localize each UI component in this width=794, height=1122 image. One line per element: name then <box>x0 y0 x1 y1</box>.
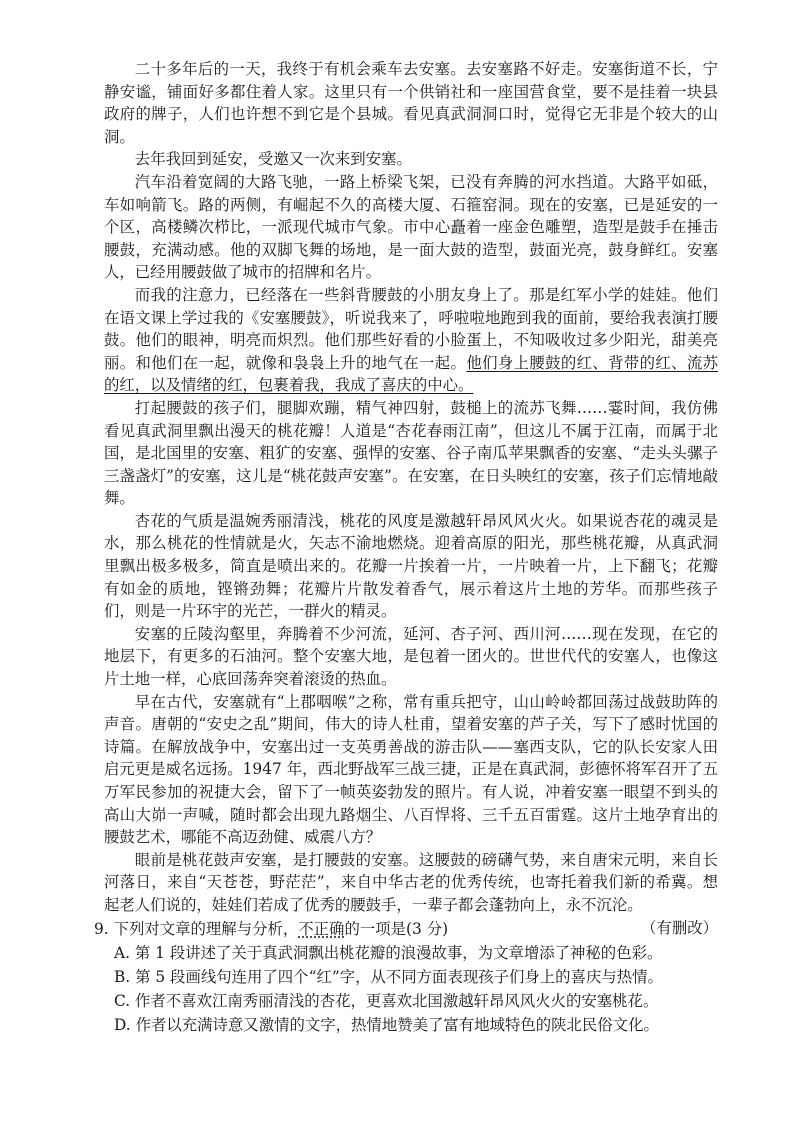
question-stem-before: 9. 下列对文章的理解与分析， <box>94 919 299 938</box>
option-b[interactable]: B. 第 5 段画线句连用了四个“红”字，从不同方面表现孩子们身上的喜庆与热情。 <box>114 967 663 986</box>
paragraph-4 <box>104 284 718 397</box>
paragraph-2: 去年我回到延安，受邀又一次来到安塞。 <box>134 150 412 169</box>
paragraph-5: 打起腰鼓的孩子们，腿脚欢蹦，精气神四射，鼓槌上的流苏飞舞……霎时间，我仿佛看见真武洞里飘出漫天的桃花瓣！人道是“杏花春雨江南”，但这儿不属于江南，而属于北国，是北国里的安塞、粗犷的安塞、强悍的安塞、谷子南瓜苹果飘香的安塞、“走头头骡子三盏盏灯”的安塞，这儿是“桃花鼓声安塞”。在安塞，在日头映红的安塞，孩子们忘情地敲舞。 <box>104 398 718 508</box>
paragraph-1: 二十多年后的一天，我终于有机会乘车去安塞。去安塞路不好走。安塞街道不长，宁静安谧，铺面好多都住着人家。这里只有一个供销社和一座国营食堂，要不是挂着一块县政府的牌子，人们也许想不到它是个县城。看见真武洞洞口时，觉得它无非是个较大的山洞。 <box>104 60 718 146</box>
paragraph-6: 杏花的气质是温婉秀丽清浅，桃花的风度是激越轩昂风风火火。如果说杏花的魂灵是水，那么桃花的性情就是火，矢志不渝地燃烧。迎着高原的阳光，那些桃花瓣，从真武洞里飘出极多极多，简直是喷出来的。花瓣一片挨着一片，一片映着一片，上下翻飞；花瓣有如金的质地，铿锵劲舞；花瓣片片散发着香气，展示着这片土地的芳华。而那些孩子们，则是一片环宇的光芒，一群火的精灵。 <box>104 511 718 621</box>
paragraph-9-text: 眼前是桃花鼓声安塞，是打腰鼓的安塞。这腰鼓的磅礴气势，来自唐宋元明，来自长河落日，来自“天苍苍，野茫茫”，来自中华古老的优秀传统，也寄托着我们新的希冀。想起老人们说的，娃娃们若成了优秀的腰鼓手，一辈子都会蓬勃向上，永不沉沦。 <box>104 850 718 914</box>
question-stem <box>94 917 718 941</box>
edit-note: （有删改） <box>641 918 718 937</box>
paragraph-4-text: 而我的注意力，已经落在一些斜背腰鼓的小朋友身上了。那是红军小学的娃娃。他们在语文课上学过我的《安塞腰鼓》，听说我来了，呼啦啦地跑到我的面前，要给我表演打腰鼓。他们的眼神，明亮而炽烈。他们那些好看的小脸蛋上，不知吸收过多少阳光，甜美亮丽。和他们在一起，就像和袅袅上升的地气在一起。 <box>104 285 718 372</box>
option-c[interactable]: C. 作者不喜欢江南秀丽清浅的杏花，更喜欢北国激越轩昂风风火火的安塞桃花。 <box>114 991 659 1010</box>
question-stem-emphasis: 不正确 <box>298 919 345 938</box>
paragraph-7: 安塞的丘陵沟壑里，奔腾着不少河流，延河、杏子河、西川河……现在发现，在它的地层下，有更多的石油河。整个安塞大地，是包着一团火的。世世代代的安塞人，也像这片土地一样，心底回荡奔突着滚烫的热血。 <box>104 624 718 689</box>
question-stem-after: 的一项是(3 分) <box>344 919 449 938</box>
option-d[interactable]: D. 作者以充满诗意又激情的文字，热情地赞美了富有地域特色的陕北民俗文化。 <box>114 1015 659 1034</box>
paragraph-3: 汽车沿着宽阔的大路飞驰，一路上桥梁飞架，已没有奔腾的河水挡道。大路平如砥，车如响箭飞。路的两侧，有崛起不久的高楼大厦、石箍窑洞。现在的安塞，已是延安的一个区，高楼鳞次栉比，一派现代城市气象。市中心矗着一座金色雕塑，造型是鼓手在捶击腰鼓，充满动感。他的双脚飞舞的场地，是一面大鼓的造型，鼓面光亮，鼓身鲜红。安塞人，已经用腰鼓做了城市的招牌和名片。 <box>104 172 718 282</box>
option-a[interactable]: A. 第 1 段讲述了关于真武洞飘出桃花瓣的浪漫故事，为文章增添了神秘的色彩。 <box>114 943 663 962</box>
paragraph-8: 早在古代，安塞就有“上郡咽喉”之称，常有重兵把守，山山岭岭都回荡过战鼓助阵的声音。唐朝的“安史之乱”期间，伟大的诗人杜甫，望着安塞的芦子关，写下了感时忧国的诗篇。在解放战争中，安塞出过一支英勇善战的游击队——塞西支队，它的队长安家人田启元更是威名远扬。1947 年，西北野战军三战三捷，正是在真武洞，彭德怀将军召开了五万军民参加的祝捷大会，留下了一帧英姿勃发的照片。有人说，冲着安塞一眼望不到头的高山大峁一声喊，随时都会出现九路烟尘、八百悍将、三千五百雷霆。这片土地孕育出的腰鼓艺术，哪能不高迈劲健、威震八方？ <box>104 692 718 847</box>
underlined-sentence: 他们身上腰鼓的红、背带的红、流苏的红，以及情绪的红，包裹着我，我成了喜庆的中心。 <box>104 353 718 395</box>
